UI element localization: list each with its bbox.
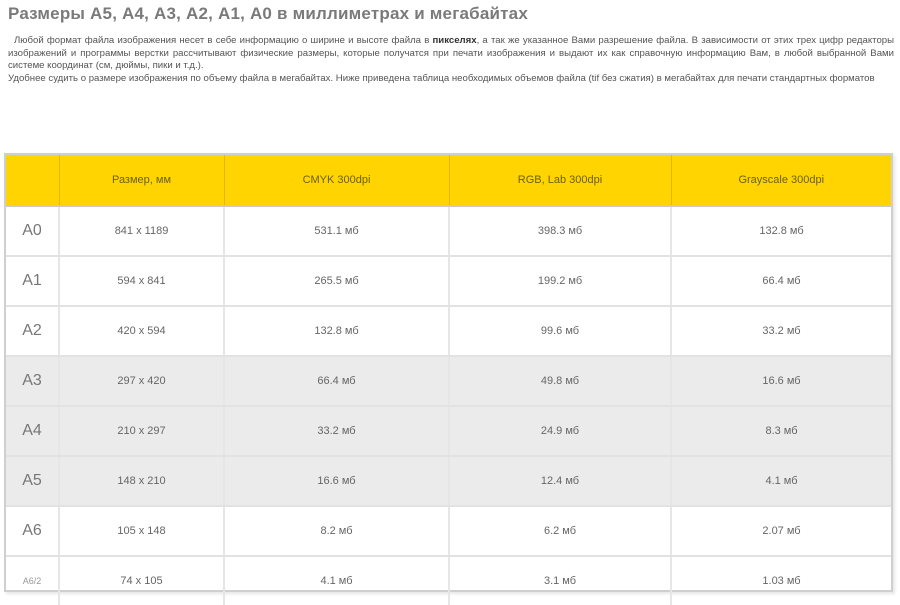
grayscale-cell: 66.4 мб bbox=[671, 256, 891, 306]
intro-text bbox=[8, 35, 894, 85]
page-title: Размеры А5, А4, А3, А2, А1, А0 в миллиметрах и мегабайтах bbox=[8, 4, 528, 23]
size-cell: 105 x 148 bbox=[59, 506, 224, 556]
format-cell: A5 bbox=[6, 456, 59, 506]
rgb-cell: 199.2 мб bbox=[449, 256, 671, 306]
cmyk-cell: 66.4 мб bbox=[224, 356, 449, 406]
format-cell: A1 bbox=[6, 256, 59, 306]
table-row bbox=[6, 556, 891, 605]
rgb-cell: 12.4 мб bbox=[449, 456, 671, 506]
table-row bbox=[6, 356, 891, 406]
table-row bbox=[6, 306, 891, 356]
intro-p1-end: , а так же указанное Вами разрешение файла. В зависимости от этих трех цифр редакторы изображений и программы верстки рассчитывают физические размеры, которые получатся при печати изображения и выдают их как справочную информацию Вам, в любой выбранной Вами системе координат (см, дюймы, пики и т.д.). bbox=[8, 35, 895, 72]
rgb-cell: 99.6 мб bbox=[449, 306, 671, 356]
format-cell: A0 bbox=[6, 206, 59, 256]
cmyk-cell: 8.2 мб bbox=[224, 506, 449, 556]
size-cell: 74 x 105 bbox=[59, 556, 224, 605]
header-size: Размер, мм bbox=[59, 155, 224, 206]
header-rgb: RGB, Lab 300dpi bbox=[449, 155, 671, 206]
header-grayscale: Grayscale 300dpi bbox=[671, 155, 891, 206]
intro-p1-bold: пикселях bbox=[432, 35, 477, 46]
size-cell: 148 x 210 bbox=[59, 456, 224, 506]
size-cell: 594 x 841 bbox=[59, 256, 224, 306]
grayscale-cell: 33.2 мб bbox=[671, 306, 891, 356]
size-cell: 420 x 594 bbox=[59, 306, 224, 356]
header-row bbox=[6, 155, 891, 206]
rgb-cell: 398.3 мб bbox=[449, 206, 671, 256]
table-row bbox=[6, 206, 891, 256]
cmyk-cell: 531.1 мб bbox=[224, 206, 449, 256]
intro-p1-start: Любой формат файла изображения несет в себе информацию о ширине и высоте файла в bbox=[14, 35, 433, 46]
format-cell: A2 bbox=[6, 306, 59, 356]
grayscale-cell: 16.6 мб bbox=[671, 356, 891, 406]
grayscale-cell: 2.07 мб bbox=[671, 506, 891, 556]
table-header bbox=[6, 155, 891, 206]
intro-paragraph-1 bbox=[8, 35, 894, 73]
format-cell: A6 bbox=[6, 506, 59, 556]
table-row bbox=[6, 506, 891, 556]
format-cell: A4 bbox=[6, 406, 59, 456]
cmyk-cell: 265.5 мб bbox=[224, 256, 449, 306]
header-cmyk: CMYK 300dpi bbox=[224, 155, 449, 206]
table-row bbox=[6, 406, 891, 456]
sizes-table-container bbox=[4, 153, 893, 592]
cmyk-cell: 132.8 мб bbox=[224, 306, 449, 356]
rgb-cell: 3.1 мб bbox=[449, 556, 671, 605]
size-cell: 297 x 420 bbox=[59, 356, 224, 406]
table-row bbox=[6, 456, 891, 506]
table-row bbox=[6, 256, 891, 306]
grayscale-cell: 1.03 мб bbox=[762, 575, 801, 587]
rgb-cell: 49.8 мб bbox=[449, 356, 671, 406]
rgb-cell: 24.9 мб bbox=[449, 406, 671, 456]
sizes-table bbox=[6, 155, 891, 605]
grayscale-cell: 8.3 мб bbox=[671, 406, 891, 456]
header-format bbox=[6, 155, 59, 206]
rgb-cell: 6.2 мб bbox=[449, 506, 671, 556]
intro-paragraph-2: Удобнее судить о размере изображения по объему файла в мегабайтах. Ниже приведена таблица необходимых объемов файла (tif без сжатия) в мегабайтах для печати стандартных форматов bbox=[8, 72, 875, 84]
table-body bbox=[6, 206, 891, 605]
size-cell: 841 x 1189 bbox=[59, 206, 224, 256]
grayscale-cell: 132.8 мб bbox=[671, 206, 891, 256]
size-cell: 210 x 297 bbox=[59, 406, 224, 456]
format-cell: A3 bbox=[6, 356, 59, 406]
format-cell: A6/2 bbox=[6, 556, 59, 605]
grayscale-cell: 4.1 мб bbox=[671, 456, 891, 506]
cmyk-cell: 16.6 мб bbox=[224, 456, 449, 506]
cmyk-cell: 33.2 мб bbox=[224, 406, 449, 456]
cmyk-cell: 4.1 мб bbox=[224, 556, 449, 605]
